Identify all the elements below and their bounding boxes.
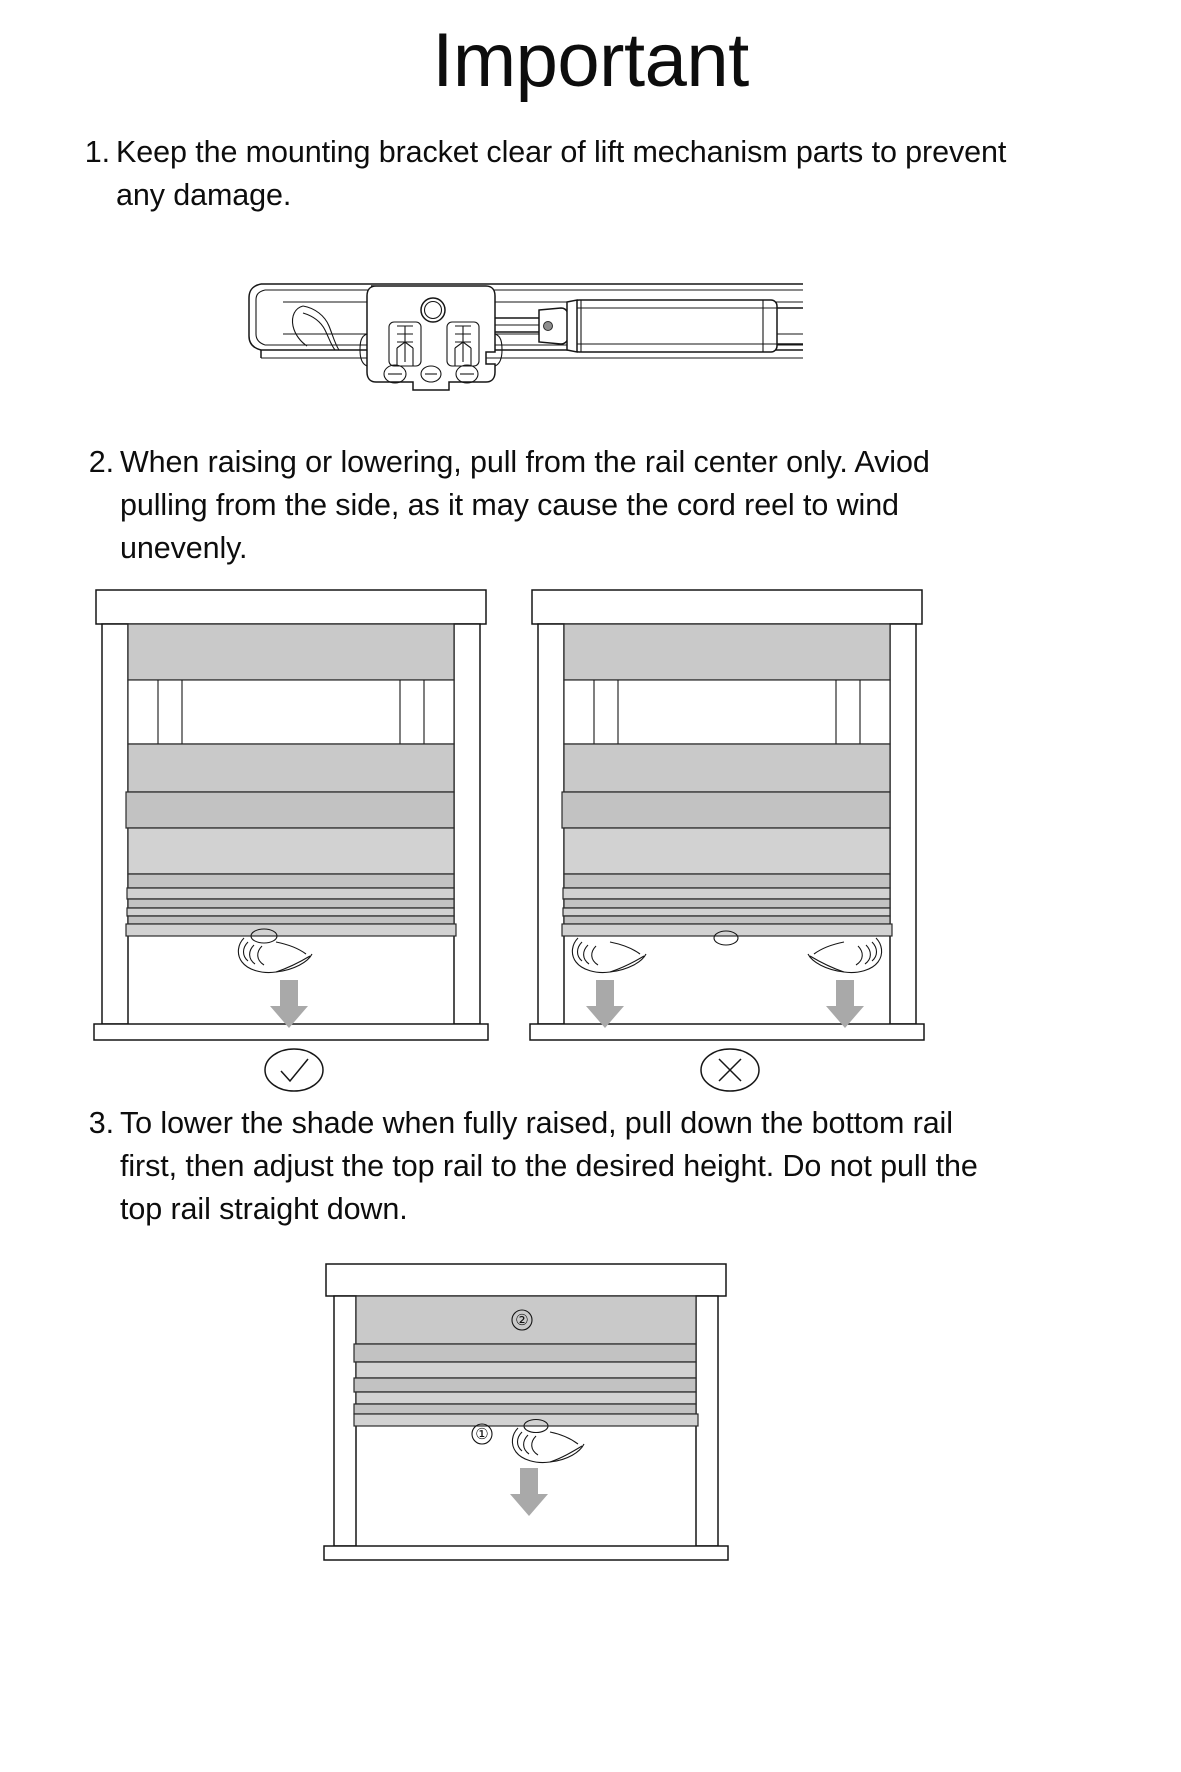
instruction-number-1: 1. [84,135,110,169]
instruction-text-2: When raising or lowering, pull from the rail center only. Aviod pulling from the side, as it may cause the cord reel to wind unevenly. [120,445,930,565]
figure-wrong-side-pull [528,588,926,1043]
compressed-pleats [127,874,454,924]
instruction-item-3 [72,1102,1017,1231]
check-icon [281,1059,308,1081]
marker-wrong [694,1046,766,1094]
open-vane-gap [564,680,890,744]
figure-correct-center-pull [92,588,490,1043]
figure-headrail-bracket [243,238,803,408]
figure-lower-raised-shade [322,1262,730,1562]
instruction-text-3: To lower the shade when fully raised, pull down the bottom rail first, then adjust the top rail to the desired height. Do not pull the top rail straight down. [120,1106,978,1226]
cord-reel-spool [573,300,803,352]
instruction-item-2 [72,441,1017,570]
arrow-down-bottom-rail [510,1468,548,1516]
page-title: Important [432,18,749,103]
arrow-down-left [586,980,624,1028]
cord-tensioner-loop [292,306,339,350]
hand-right-grip [808,938,882,973]
instruction-item-1 [68,131,1013,217]
close-icon [719,1059,741,1081]
open-vane-gap [128,680,454,744]
instruction-number-2: 2. [88,445,114,479]
marker-correct [258,1046,330,1094]
instruction-number-3: 3. [88,1106,114,1140]
hand-left-grip [572,938,646,973]
arrow-down-center [270,980,308,1028]
check-circle-icon [265,1049,323,1091]
instruction-text-1: Keep the mounting bracket clear of lift mechanism parts to prevent any damage. [116,135,1007,212]
arrow-down-right [826,980,864,1028]
step-two-label: ② [515,1312,529,1329]
drive-shaft [483,300,577,352]
mounting-bracket [360,286,502,390]
compressed-pleats [563,874,890,924]
step-one-label: ① [475,1426,489,1443]
step-marker-one [472,1424,492,1444]
